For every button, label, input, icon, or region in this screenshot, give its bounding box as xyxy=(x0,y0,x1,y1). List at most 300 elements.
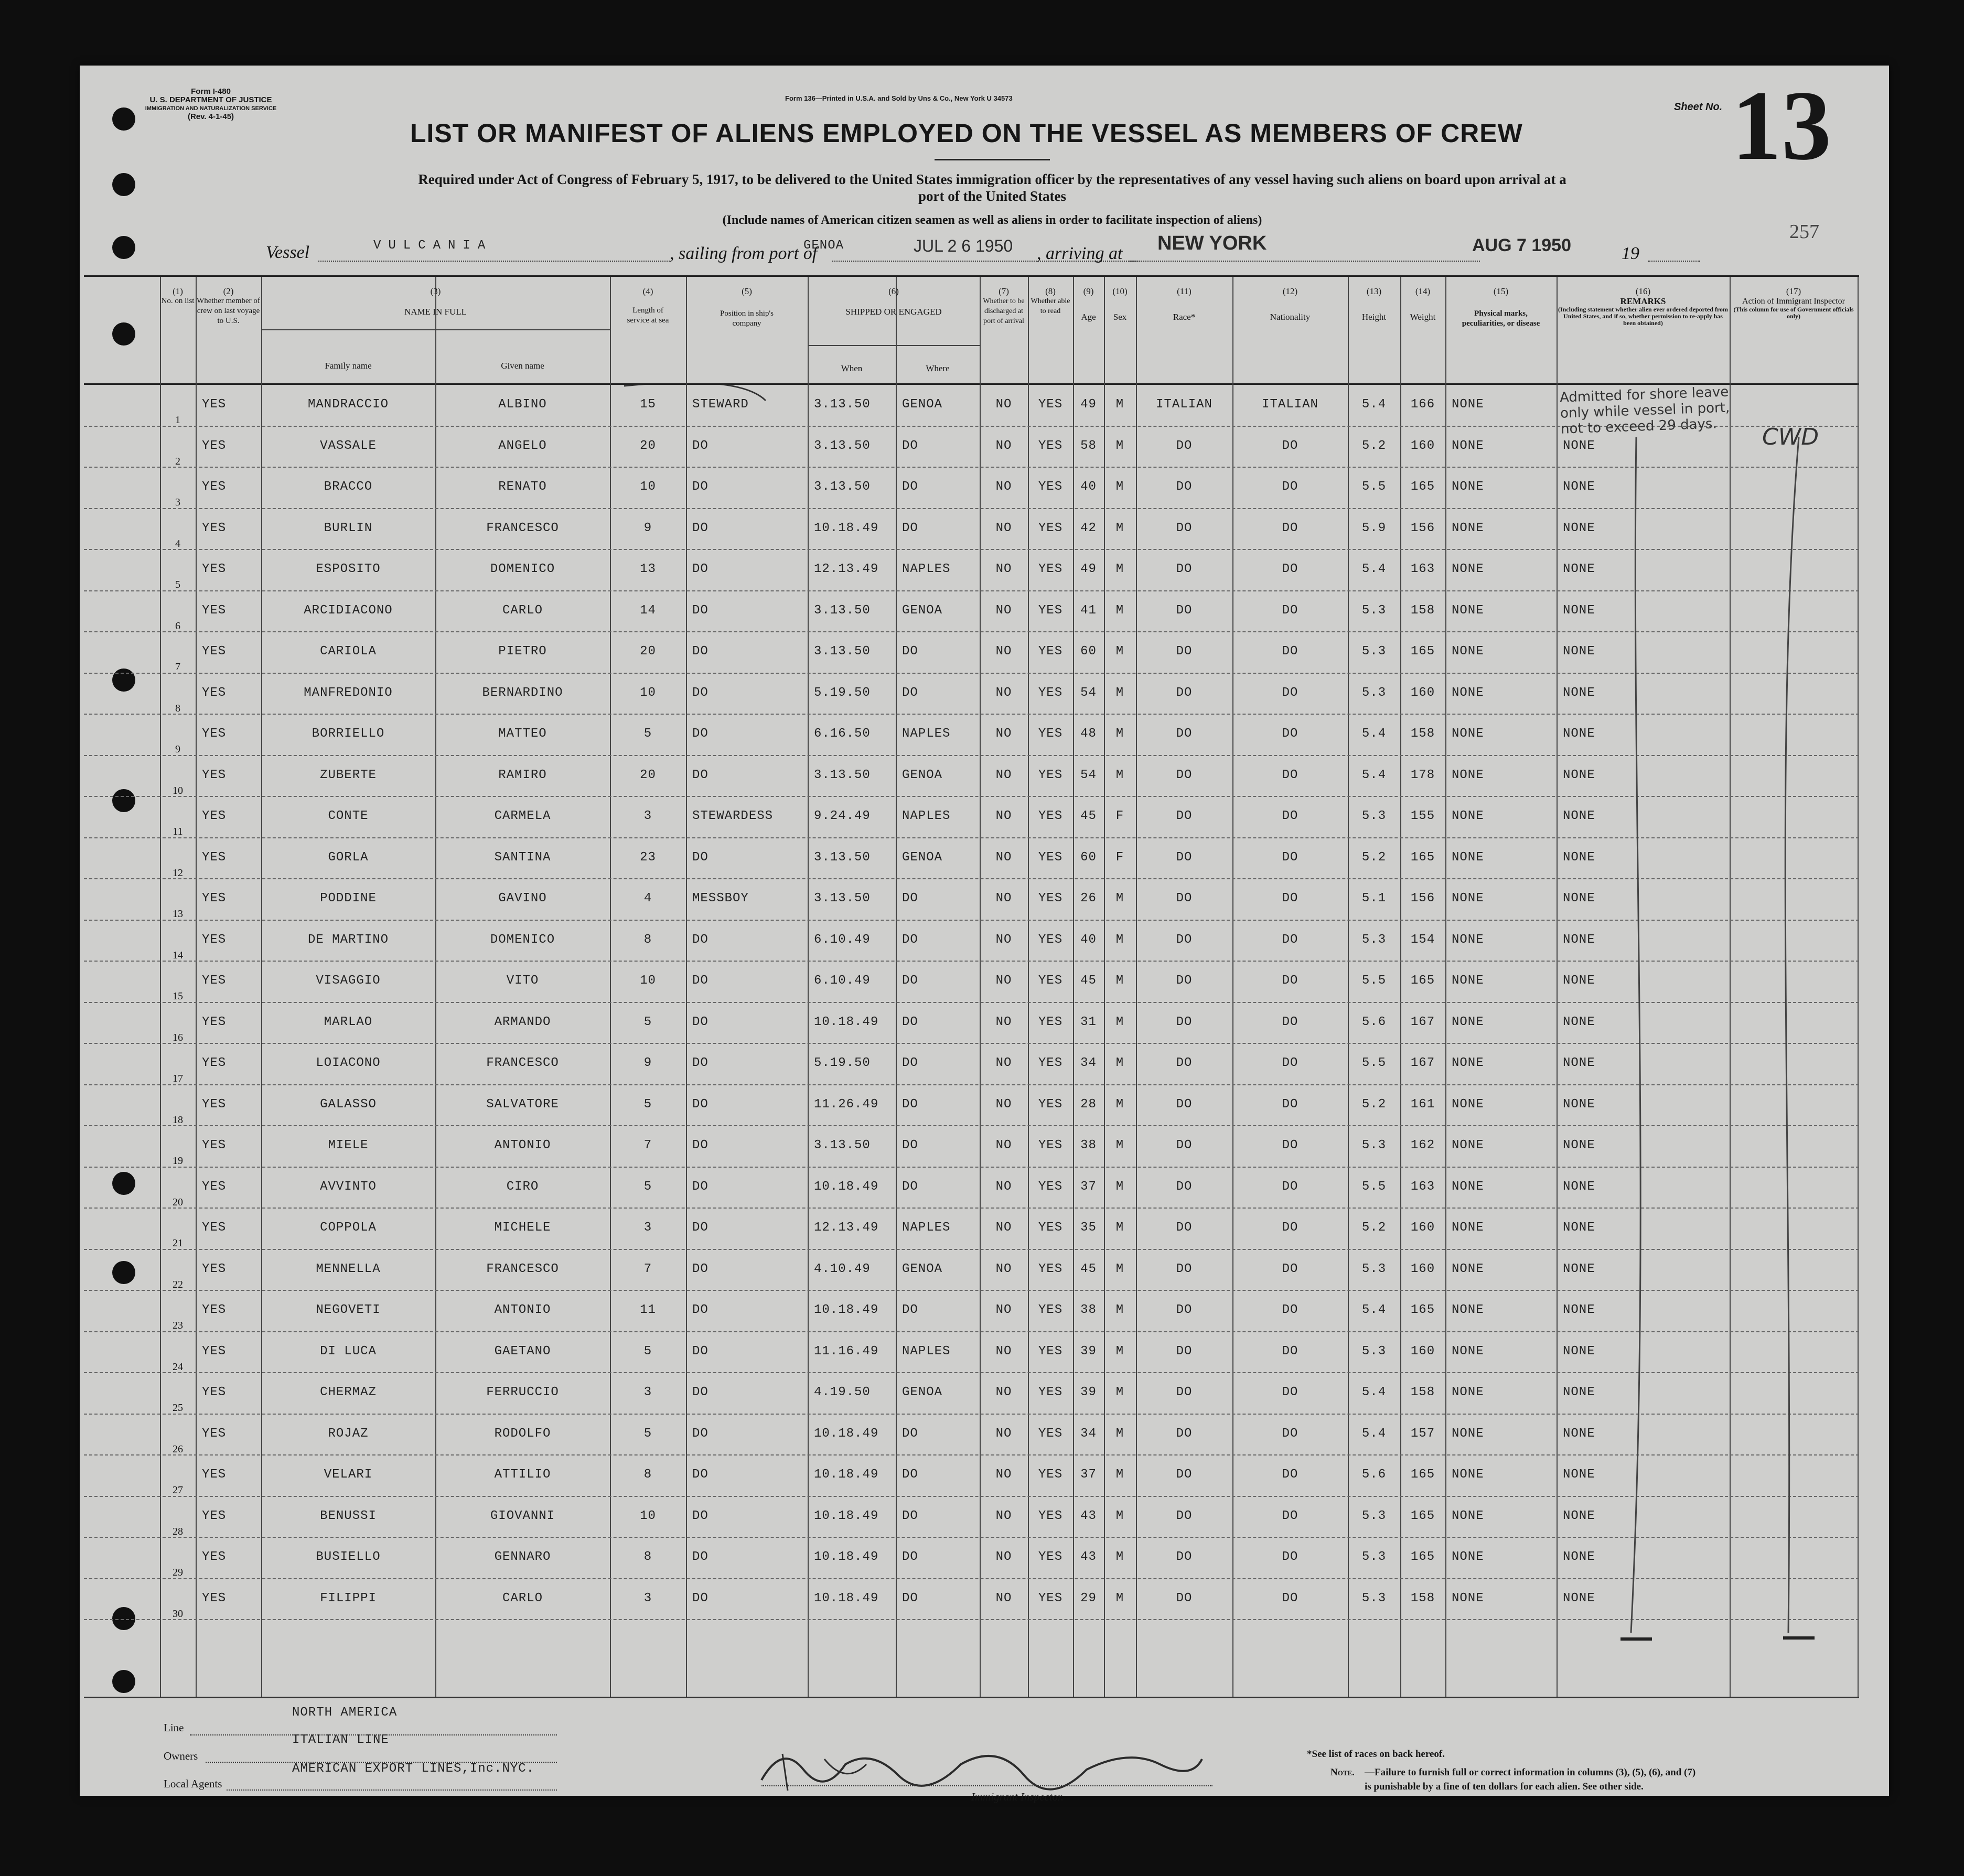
height: 5.3 xyxy=(1361,1508,1387,1523)
crew-last-voyage: YES xyxy=(202,1550,227,1564)
col-action-header: (17) Action of Immigrant Inspector (This column for use of Government officials only) xyxy=(1733,286,1854,320)
shipped-where: DO xyxy=(902,932,918,947)
service-length: 3 xyxy=(643,1385,652,1399)
physical-marks: NONE xyxy=(1452,727,1484,741)
discharged: NO xyxy=(995,1385,1012,1399)
crew-last-voyage: YES xyxy=(202,438,227,453)
nationality: DO xyxy=(1282,480,1298,494)
weight: 158 xyxy=(1410,603,1435,618)
required-line-2: port of the United States xyxy=(918,188,1066,204)
physical-marks: NONE xyxy=(1452,438,1484,453)
race: DO xyxy=(1176,562,1193,576)
age: 39 xyxy=(1080,1385,1097,1399)
crew-last-voyage: YES xyxy=(202,1015,227,1029)
col-marks-header: (15) Physical marks, peculiarities, or disease xyxy=(1462,286,1540,328)
discharged: NO xyxy=(995,603,1012,618)
family-name: DI LUCA xyxy=(320,1344,377,1359)
able-to-read: YES xyxy=(1038,727,1063,741)
given-name: ANGELO xyxy=(498,438,547,453)
physical-marks: NONE xyxy=(1452,891,1484,905)
age: 49 xyxy=(1080,397,1097,412)
crew-last-voyage: YES xyxy=(202,1468,227,1482)
shipped-when: 10.18.49 xyxy=(814,1426,879,1441)
sex: M xyxy=(1115,1550,1124,1564)
race: DO xyxy=(1176,1056,1193,1070)
given-name: RODOLFO xyxy=(494,1426,551,1441)
sheet-label: Sheet No. xyxy=(1674,101,1723,113)
row-number: 23 xyxy=(173,1320,183,1331)
family-name: AVVINTO xyxy=(320,1179,377,1194)
discharged: NO xyxy=(995,644,1012,659)
position: DO xyxy=(692,603,709,618)
shipped-where: NAPLES xyxy=(902,727,951,741)
age: 26 xyxy=(1080,891,1097,905)
able-to-read: YES xyxy=(1038,768,1063,782)
height: 5.3 xyxy=(1361,1550,1387,1564)
weight: 162 xyxy=(1410,1138,1435,1152)
crew-last-voyage: YES xyxy=(202,1508,227,1523)
shipped-where: DO xyxy=(902,1550,918,1564)
discharged: NO xyxy=(995,932,1012,947)
agents-field xyxy=(227,1789,557,1791)
shipped-where: DO xyxy=(902,1508,918,1523)
given-name: ALBINO xyxy=(498,397,547,412)
sex: M xyxy=(1115,1303,1124,1317)
sex: M xyxy=(1115,644,1124,659)
position: DO xyxy=(692,1015,709,1029)
family-name: GALASSO xyxy=(320,1097,377,1112)
sex: M xyxy=(1115,1138,1124,1152)
remarks: NONE xyxy=(1563,1179,1595,1194)
discharged: NO xyxy=(995,850,1012,865)
discharged: NO xyxy=(995,727,1012,741)
age: 35 xyxy=(1080,1221,1097,1235)
weight: 160 xyxy=(1410,1262,1435,1276)
shipped-when: 3.13.50 xyxy=(814,438,871,453)
height: 5.4 xyxy=(1361,1303,1387,1317)
col-remarks-header: (16) REMARKS (Including statement whether alien ever ordered deported from United States, and if so, whether permission to re-apply has been obtained) xyxy=(1558,286,1729,327)
service-length: 10 xyxy=(640,974,656,988)
age: 49 xyxy=(1080,562,1097,576)
year-field-line xyxy=(1648,261,1700,262)
weight: 166 xyxy=(1410,397,1435,412)
nationality: DO xyxy=(1282,850,1298,865)
shipped-when: 3.13.50 xyxy=(814,603,871,618)
given-name: SALVATORE xyxy=(486,1097,559,1112)
physical-marks: NONE xyxy=(1452,768,1484,782)
col-nationality-header: (12) Nationality xyxy=(1270,286,1311,322)
shipped-where: DO xyxy=(902,521,918,535)
discharged: NO xyxy=(995,1508,1012,1523)
shipped-where: GENOA xyxy=(902,768,943,782)
manifest-title: LIST OR MANIFEST OF ALIENS EMPLOYED ON THE VESSEL AS MEMBERS OF CREW xyxy=(410,118,1523,148)
family-name: MIELE xyxy=(328,1138,369,1152)
service-length: 13 xyxy=(640,562,656,576)
weight: 156 xyxy=(1410,521,1435,535)
weight: 160 xyxy=(1410,685,1435,700)
shipped-where: DO xyxy=(902,685,918,700)
arriving-label: , arriving at xyxy=(1037,244,1123,263)
age: 48 xyxy=(1080,727,1097,741)
age: 40 xyxy=(1080,480,1097,494)
age: 54 xyxy=(1080,685,1097,700)
race: DO xyxy=(1176,1468,1193,1482)
position: DO xyxy=(692,1591,709,1605)
service-length: 20 xyxy=(640,438,656,453)
given-name: ATTILIO xyxy=(494,1468,551,1482)
line-field xyxy=(190,1734,557,1735)
shipped-when: 10.18.49 xyxy=(814,1508,879,1523)
able-to-read: YES xyxy=(1038,521,1063,535)
arrival-field-line xyxy=(1129,261,1480,262)
service-length: 8 xyxy=(643,932,652,947)
height: 5.3 xyxy=(1361,1262,1387,1276)
able-to-read: YES xyxy=(1038,1097,1063,1112)
weight: 165 xyxy=(1410,1468,1435,1482)
crew-last-voyage: YES xyxy=(202,850,227,865)
race: DO xyxy=(1176,1344,1193,1359)
race: DO xyxy=(1176,521,1193,535)
physical-marks: NONE xyxy=(1452,397,1484,412)
required-line: Required under Act of Congress of February 5, 1917, to be delivered to the United States immigration officer by the representatives of any vessel having such aliens on board upon arrival at a xyxy=(418,171,1566,187)
discharged: NO xyxy=(995,1468,1012,1482)
physical-marks: NONE xyxy=(1452,1303,1484,1317)
position: DO xyxy=(692,1303,709,1317)
given-name: GAETANO xyxy=(494,1344,551,1359)
sex: M xyxy=(1115,932,1124,947)
sheet-number: 13 xyxy=(1732,71,1831,181)
family-name: BORRIELLO xyxy=(312,727,385,741)
race: DO xyxy=(1176,1221,1193,1235)
service-length: 8 xyxy=(643,1468,652,1482)
shipped-where: DO xyxy=(902,1426,918,1441)
row-number: 15 xyxy=(173,990,183,1002)
remarks: NONE xyxy=(1563,1015,1595,1029)
sex: M xyxy=(1115,1508,1124,1523)
nationality: DO xyxy=(1282,1344,1298,1359)
family-name: CARIOLA xyxy=(320,644,377,659)
crew-last-voyage: YES xyxy=(202,1138,227,1152)
shipped-when: 10.18.49 xyxy=(814,1303,879,1317)
race: DO xyxy=(1176,1097,1193,1112)
nationality: DO xyxy=(1282,603,1298,618)
sex: M xyxy=(1115,1385,1124,1399)
position: DO xyxy=(692,768,709,782)
able-to-read: YES xyxy=(1038,932,1063,947)
service-name: IMMIGRATION AND NATURALIZATION SERVICE xyxy=(145,105,277,112)
remarks: NONE xyxy=(1563,438,1595,453)
able-to-read: YES xyxy=(1038,438,1063,453)
age: 40 xyxy=(1080,932,1097,947)
position: DO xyxy=(692,438,709,453)
row-number: 26 xyxy=(173,1443,183,1455)
shipped-when: 10.18.49 xyxy=(814,1179,879,1194)
physical-marks: NONE xyxy=(1452,809,1484,823)
height: 5.2 xyxy=(1361,1221,1387,1235)
shipped-when: 4.19.50 xyxy=(814,1385,871,1399)
sex: M xyxy=(1115,1426,1124,1441)
crew-last-voyage: YES xyxy=(202,1262,227,1276)
position: DO xyxy=(692,644,709,659)
sailing-date-stamp: JUL 2 6 1950 xyxy=(914,236,1013,255)
race: DO xyxy=(1176,850,1193,865)
service-length: 5 xyxy=(643,1097,652,1112)
shipped-where: DO xyxy=(902,1015,918,1029)
row-number: 5 xyxy=(175,579,180,590)
form-revision: (Rev. 4-1-45) xyxy=(187,112,234,121)
nationality: ITALIAN xyxy=(1262,397,1318,412)
family-name: COPPOLA xyxy=(320,1221,377,1235)
able-to-read: YES xyxy=(1038,603,1063,618)
physical-marks: NONE xyxy=(1452,1262,1484,1276)
race: DO xyxy=(1176,1508,1193,1523)
height: 5.5 xyxy=(1361,1056,1387,1070)
shipped-when: 3.13.50 xyxy=(814,480,871,494)
col-height-header: (13) Height xyxy=(1361,286,1387,322)
weight: 158 xyxy=(1410,1385,1435,1399)
position: DO xyxy=(692,1262,709,1276)
race: DO xyxy=(1176,603,1193,618)
weight: 165 xyxy=(1410,1550,1435,1564)
height: 5.3 xyxy=(1361,685,1387,700)
service-length: 3 xyxy=(643,1221,652,1235)
able-to-read: YES xyxy=(1038,1056,1063,1070)
physical-marks: NONE xyxy=(1452,480,1484,494)
col-read-header: (8) Whether able to read xyxy=(1031,286,1070,315)
col-when-header: When xyxy=(841,363,863,373)
height: 5.3 xyxy=(1361,1591,1387,1605)
age: 43 xyxy=(1080,1550,1097,1564)
shore-leave-remark: Admitted for shore leave only while vessel in port, not to exceed 29 days. xyxy=(1559,384,1730,437)
discharged: NO xyxy=(995,1344,1012,1359)
shipped-where: DO xyxy=(902,1179,918,1194)
physical-marks: NONE xyxy=(1452,850,1484,865)
note-text: —Failure to furnish full or correct information in columns (3), (5), (6), and (7) xyxy=(1365,1767,1696,1778)
weight: 167 xyxy=(1410,1015,1435,1029)
signature-line xyxy=(761,1785,1212,1786)
remarks: NONE xyxy=(1563,1508,1595,1523)
nationality: DO xyxy=(1282,1508,1298,1523)
form-id-block xyxy=(143,88,279,121)
physical-marks: NONE xyxy=(1452,603,1484,618)
shipped-where: DO xyxy=(902,1056,918,1070)
age: 31 xyxy=(1080,1015,1097,1029)
shipped-where: DO xyxy=(902,1303,918,1317)
remarks: NONE xyxy=(1563,1550,1595,1564)
service-length: 7 xyxy=(643,1138,652,1152)
remarks: NONE xyxy=(1563,809,1595,823)
family-name: BRACCO xyxy=(324,480,373,494)
height: 5.3 xyxy=(1361,809,1387,823)
race: DO xyxy=(1176,1303,1193,1317)
printer-line: Form 136—Printed in U.S.A. and Sold by Uns & Co., New York U 34573 xyxy=(785,94,1013,102)
able-to-read: YES xyxy=(1038,397,1063,412)
row-number: 12 xyxy=(173,867,183,879)
able-to-read: YES xyxy=(1038,974,1063,988)
given-name: SANTINA xyxy=(494,850,551,865)
able-to-read: YES xyxy=(1038,1303,1063,1317)
remarks: NONE xyxy=(1563,1303,1595,1317)
crew-last-voyage: YES xyxy=(202,1344,227,1359)
shipped-where: GENOA xyxy=(902,1385,943,1399)
given-name: PIETRO xyxy=(498,644,547,659)
shipped-when: 5.19.50 xyxy=(814,1056,871,1070)
age: 42 xyxy=(1080,521,1097,535)
row-number: 30 xyxy=(173,1608,183,1620)
service-length: 5 xyxy=(643,727,652,741)
service-length: 4 xyxy=(643,891,652,905)
remarks: NONE xyxy=(1563,1262,1595,1276)
weight: 165 xyxy=(1410,480,1435,494)
given-name: MICHELE xyxy=(494,1221,551,1235)
age: 58 xyxy=(1080,438,1097,453)
service-length: 5 xyxy=(643,1344,652,1359)
sex: M xyxy=(1115,768,1124,782)
height: 5.5 xyxy=(1361,1179,1387,1194)
arrival-port: NEW YORK xyxy=(1157,232,1267,254)
shipped-where: GENOA xyxy=(902,1262,943,1276)
crew-last-voyage: YES xyxy=(202,1426,227,1441)
remarks: NONE xyxy=(1563,562,1595,576)
sailing-port: GENOA xyxy=(803,239,844,253)
height: 5.6 xyxy=(1361,1015,1387,1029)
position: DO xyxy=(692,1221,709,1235)
given-name: CARLO xyxy=(502,603,543,618)
discharged: NO xyxy=(995,1303,1012,1317)
crew-last-voyage: YES xyxy=(202,1221,227,1235)
remarks: NONE xyxy=(1563,521,1595,535)
remarks: NONE xyxy=(1563,1097,1595,1112)
service-length: 10 xyxy=(640,1508,656,1523)
height: 5.4 xyxy=(1361,1426,1387,1441)
shipped-when: 5.19.50 xyxy=(814,685,871,700)
age: 45 xyxy=(1080,974,1097,988)
sex: M xyxy=(1115,1097,1124,1112)
discharged: NO xyxy=(995,1097,1012,1112)
height: 5.3 xyxy=(1361,644,1387,659)
given-name: FRANCESCO xyxy=(486,1262,559,1276)
able-to-read: YES xyxy=(1038,1262,1063,1276)
shipped-where: DO xyxy=(902,1468,918,1482)
weight: 163 xyxy=(1410,1179,1435,1194)
nationality: DO xyxy=(1282,644,1298,659)
physical-marks: NONE xyxy=(1452,1056,1484,1070)
remarks: NONE xyxy=(1563,685,1595,700)
row-number: 3 xyxy=(175,497,180,508)
age: 45 xyxy=(1080,1262,1097,1276)
department: U. S. DEPARTMENT OF JUSTICE xyxy=(149,95,272,104)
race: DO xyxy=(1176,1426,1193,1441)
able-to-read: YES xyxy=(1038,1344,1063,1359)
given-name: FERRUCCIO xyxy=(486,1385,559,1399)
crew-last-voyage: YES xyxy=(202,1179,227,1194)
vessel-name: VULCANIA xyxy=(373,239,493,253)
able-to-read: YES xyxy=(1038,1015,1063,1029)
include-line: (Include names of American citizen seamen as well as aliens in order to facilitate inspection of aliens) xyxy=(722,213,1262,227)
family-name: MANDRACCIO xyxy=(307,397,389,412)
family-name: BENUSSI xyxy=(320,1508,377,1523)
remarks: NONE xyxy=(1563,850,1595,865)
sex: M xyxy=(1115,685,1124,700)
given-name: DOMENICO xyxy=(490,932,555,947)
age: 60 xyxy=(1080,644,1097,659)
position: DO xyxy=(692,1508,709,1523)
shipped-where: DO xyxy=(902,438,918,453)
remarks: NONE xyxy=(1563,1138,1595,1152)
service-length: 3 xyxy=(643,1591,652,1605)
physical-marks: NONE xyxy=(1452,1385,1484,1399)
discharged: NO xyxy=(995,1426,1012,1441)
sailing-label: , sailing from port of xyxy=(670,244,818,263)
sex: M xyxy=(1115,480,1124,494)
age: 37 xyxy=(1080,1468,1097,1482)
race: DO xyxy=(1176,768,1193,782)
race: DO xyxy=(1176,974,1193,988)
discharged: NO xyxy=(995,1221,1012,1235)
crew-last-voyage: YES xyxy=(202,974,227,988)
nationality: DO xyxy=(1282,1015,1298,1029)
height: 5.5 xyxy=(1361,480,1387,494)
col-age-header: (9) Age xyxy=(1081,286,1096,322)
remarks: NONE xyxy=(1563,1385,1595,1399)
position: DO xyxy=(692,1344,709,1359)
sex: F xyxy=(1115,809,1124,823)
row-number: 28 xyxy=(173,1525,183,1537)
family-name: PODDINE xyxy=(320,891,377,905)
nationality: DO xyxy=(1282,932,1298,947)
family-name: NEGOVETI xyxy=(316,1303,381,1317)
title-rule xyxy=(935,159,1050,160)
nationality: DO xyxy=(1282,562,1298,576)
nationality: DO xyxy=(1282,1426,1298,1441)
physical-marks: NONE xyxy=(1452,1344,1484,1359)
race: DO xyxy=(1176,1262,1193,1276)
discharged: NO xyxy=(995,1138,1012,1152)
given-name: CIRO xyxy=(506,1179,539,1194)
service-length: 5 xyxy=(643,1015,652,1029)
able-to-read: YES xyxy=(1038,1426,1063,1441)
position: DO xyxy=(692,562,709,576)
nationality: DO xyxy=(1282,1138,1298,1152)
family-name: ZUBERTE xyxy=(320,768,377,782)
shipped-when: 6.10.49 xyxy=(814,932,871,947)
punch-hole xyxy=(112,236,135,259)
owners-label: Owners xyxy=(164,1750,198,1762)
family-name: GORLA xyxy=(328,850,369,865)
nationality: DO xyxy=(1282,1221,1298,1235)
sex: M xyxy=(1115,521,1124,535)
service-length: 15 xyxy=(640,397,656,412)
given-name: ARMANDO xyxy=(494,1015,551,1029)
crew-last-voyage: YES xyxy=(202,644,227,659)
family-name: DE MARTINO xyxy=(307,932,389,947)
year-label: 19 xyxy=(1622,244,1639,263)
row-number: 8 xyxy=(175,702,180,714)
position: STEWARDESS xyxy=(692,809,774,823)
age: 29 xyxy=(1080,1591,1097,1605)
physical-marks: NONE xyxy=(1452,1138,1484,1152)
remarks: NONE xyxy=(1563,1426,1595,1441)
weight: 154 xyxy=(1410,932,1435,947)
row-number: 24 xyxy=(173,1361,183,1373)
note-label: Note. xyxy=(1330,1767,1355,1778)
service-length: 8 xyxy=(643,1550,652,1564)
note-text-2: is punishable by a fine of ten dollars for each alien. See other side. xyxy=(1365,1781,1644,1792)
remarks: NONE xyxy=(1563,932,1595,947)
shipped-when: 3.13.50 xyxy=(814,891,871,905)
shipped-where: GENOA xyxy=(902,603,943,618)
position: DO xyxy=(692,727,709,741)
